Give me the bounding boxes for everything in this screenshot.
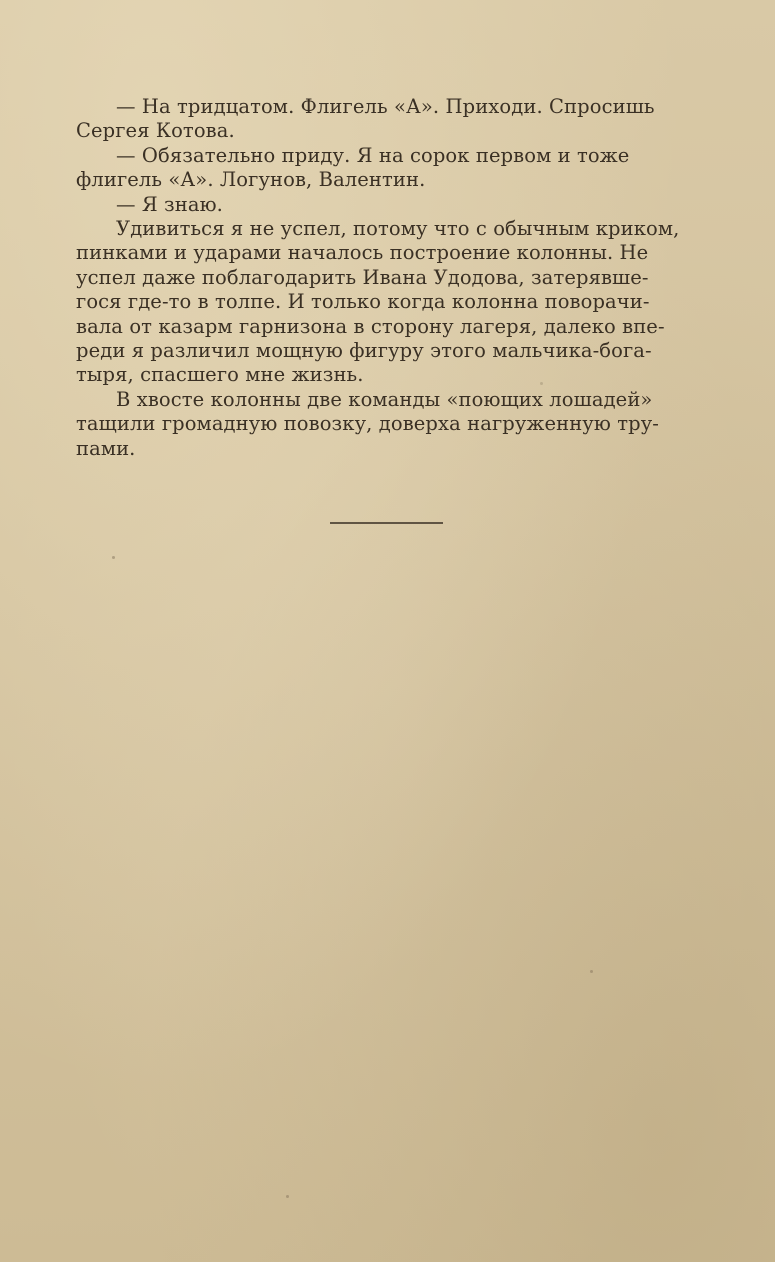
paragraph-narrative-2 xyxy=(76,388,696,461)
text-line: — Я знаю. xyxy=(116,192,223,216)
paragraph-dialogue-1 xyxy=(76,95,696,144)
text-line: тыря, спасшего мне жизнь. xyxy=(76,363,364,387)
text-line: Удивиться я не успел, потому что с обычным криком, xyxy=(116,217,680,241)
text-line: Сергея Котова. xyxy=(76,119,235,143)
text-line: вала от казарм гарнизона в сторону лагеря, далеко впе- xyxy=(76,314,665,338)
paragraph-dialogue-3 xyxy=(76,193,696,217)
text-line: гося где-то в толпе. И только когда колонна поворачи- xyxy=(76,290,650,314)
paper-speck xyxy=(590,970,593,973)
paper-speck xyxy=(286,1195,289,1198)
text-line: тащили громадную повозку, доверха нагруженную тру- xyxy=(76,412,659,436)
paper-speck xyxy=(540,382,543,385)
paragraph-narrative-1 xyxy=(76,217,696,388)
text-line: — На тридцатом. Флигель «А». Приходи. Спросишь xyxy=(116,95,655,118)
paragraph-dialogue-2 xyxy=(76,144,696,193)
text-line: флигель «А». Логунов, Валентин. xyxy=(76,168,426,192)
text-line: реди я различил мощную фигуру этого мальчика-бога- xyxy=(76,339,652,363)
text-line: пами. xyxy=(76,436,136,460)
text-line: В хвосте колонны две команды «поющих лошадей» xyxy=(116,387,653,411)
text-line: — Обязательно приду. Я на сорок первом и тоже xyxy=(116,143,630,167)
text-line: пинками и ударами началось построение колонны. Не xyxy=(76,241,649,265)
paper-speck xyxy=(112,556,115,559)
body-text xyxy=(76,95,696,461)
section-divider xyxy=(330,522,443,524)
text-line: успел даже поблагодарить Ивана Удодова, затерявше- xyxy=(76,265,649,289)
